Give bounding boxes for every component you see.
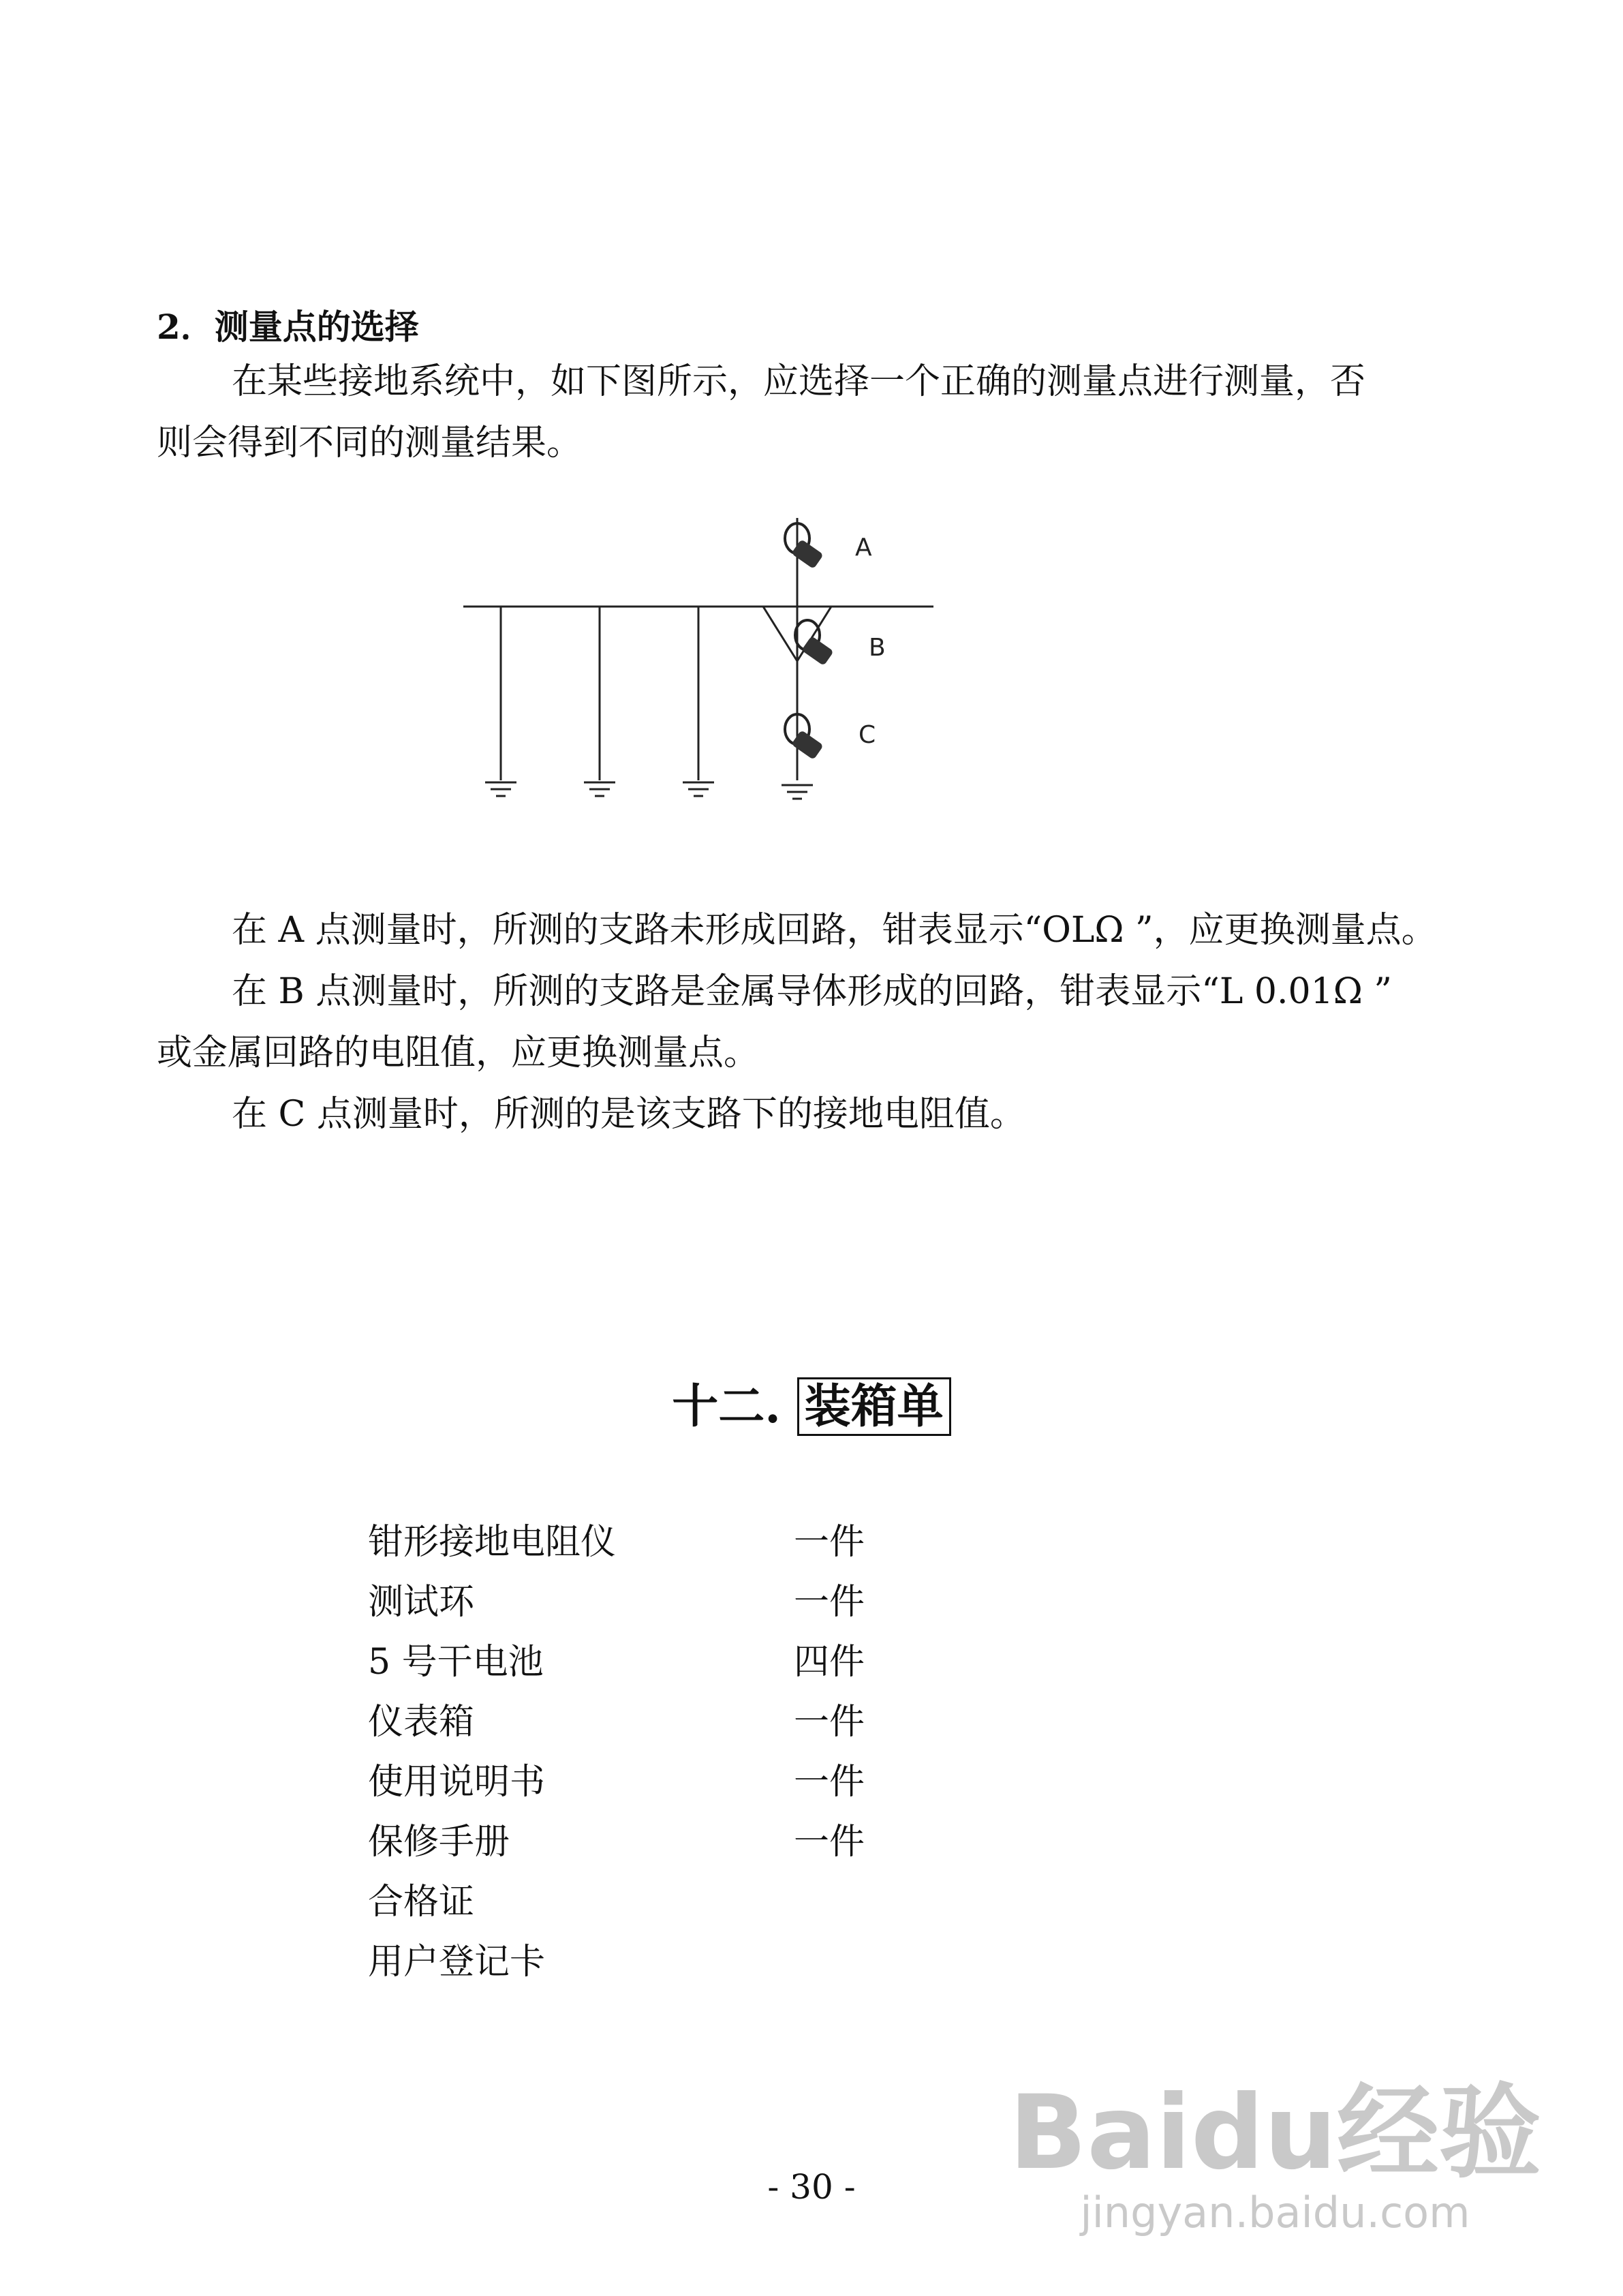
list-item: 用户登记卡 <box>368 1942 546 1983</box>
intro-line-2: 则会得到不同的测量结果。 <box>157 423 583 463</box>
section-heading: 2．测量点的选择 <box>157 307 419 347</box>
list-item: 钳形接地电阻仪 <box>368 1522 617 1563</box>
list-item-qty: 四件 <box>794 1642 865 1683</box>
chapter-title: 装箱单 <box>797 1377 951 1436</box>
label-a: A <box>855 534 872 562</box>
note-point-b-line-2: 或金属回路的电阻值，应更换测量点。 <box>157 1032 760 1073</box>
ground-branch-2 <box>584 607 615 796</box>
label-b: B <box>869 634 886 662</box>
list-item: 5 号干电池 <box>368 1642 544 1683</box>
note-point-b-line-1: 在 B 点测量时，所测的支路是金属导体形成的回路，钳表显示“L 0.01Ω ” <box>232 971 1392 1012</box>
note-point-c: 在 C 点测量时，所测的是该支路下的接地电阻值。 <box>232 1094 1025 1135</box>
list-item-qty: 一件 <box>794 1702 865 1743</box>
baidu-watermark <box>1008 2074 1541 2237</box>
label-c: C <box>859 721 876 749</box>
ground-branch-3 <box>683 607 714 796</box>
page-number: - 30 - <box>767 2167 856 2207</box>
chapter-heading <box>0 1370 1623 1436</box>
list-item: 合格证 <box>368 1882 475 1923</box>
clamp-meter-icon-a <box>785 523 824 569</box>
watermark-url: jingyan.baidu.com <box>1080 2188 1470 2237</box>
list-item: 保修手册 <box>368 1822 510 1863</box>
ground-branch-1 <box>485 607 516 796</box>
note-point-a: 在 A 点测量时，所测的支路未形成回路，钳表显示“OLΩ ”，应更换测量点。 <box>232 910 1437 951</box>
list-item: 测试环 <box>368 1582 475 1623</box>
list-item: 使用说明书 <box>368 1762 546 1803</box>
clamp-meter-icon-b <box>795 620 834 666</box>
list-item-qty: 一件 <box>794 1522 865 1563</box>
intro-line-1: 在某些接地系统中，如下图所示，应选择一个正确的测量点进行测量，否 <box>232 361 1366 402</box>
list-item: 仪表箱 <box>368 1702 475 1743</box>
list-item-qty: 一件 <box>794 1762 865 1803</box>
list-item-qty: 一件 <box>794 1822 865 1863</box>
chapter-number: 十二. <box>672 1379 781 1434</box>
watermark-brand: Baidu经验 <box>1008 2074 1541 2192</box>
list-item-qty: 一件 <box>794 1582 865 1623</box>
grounding-diagram <box>436 477 954 831</box>
clamp-meter-icon-c <box>785 714 824 760</box>
